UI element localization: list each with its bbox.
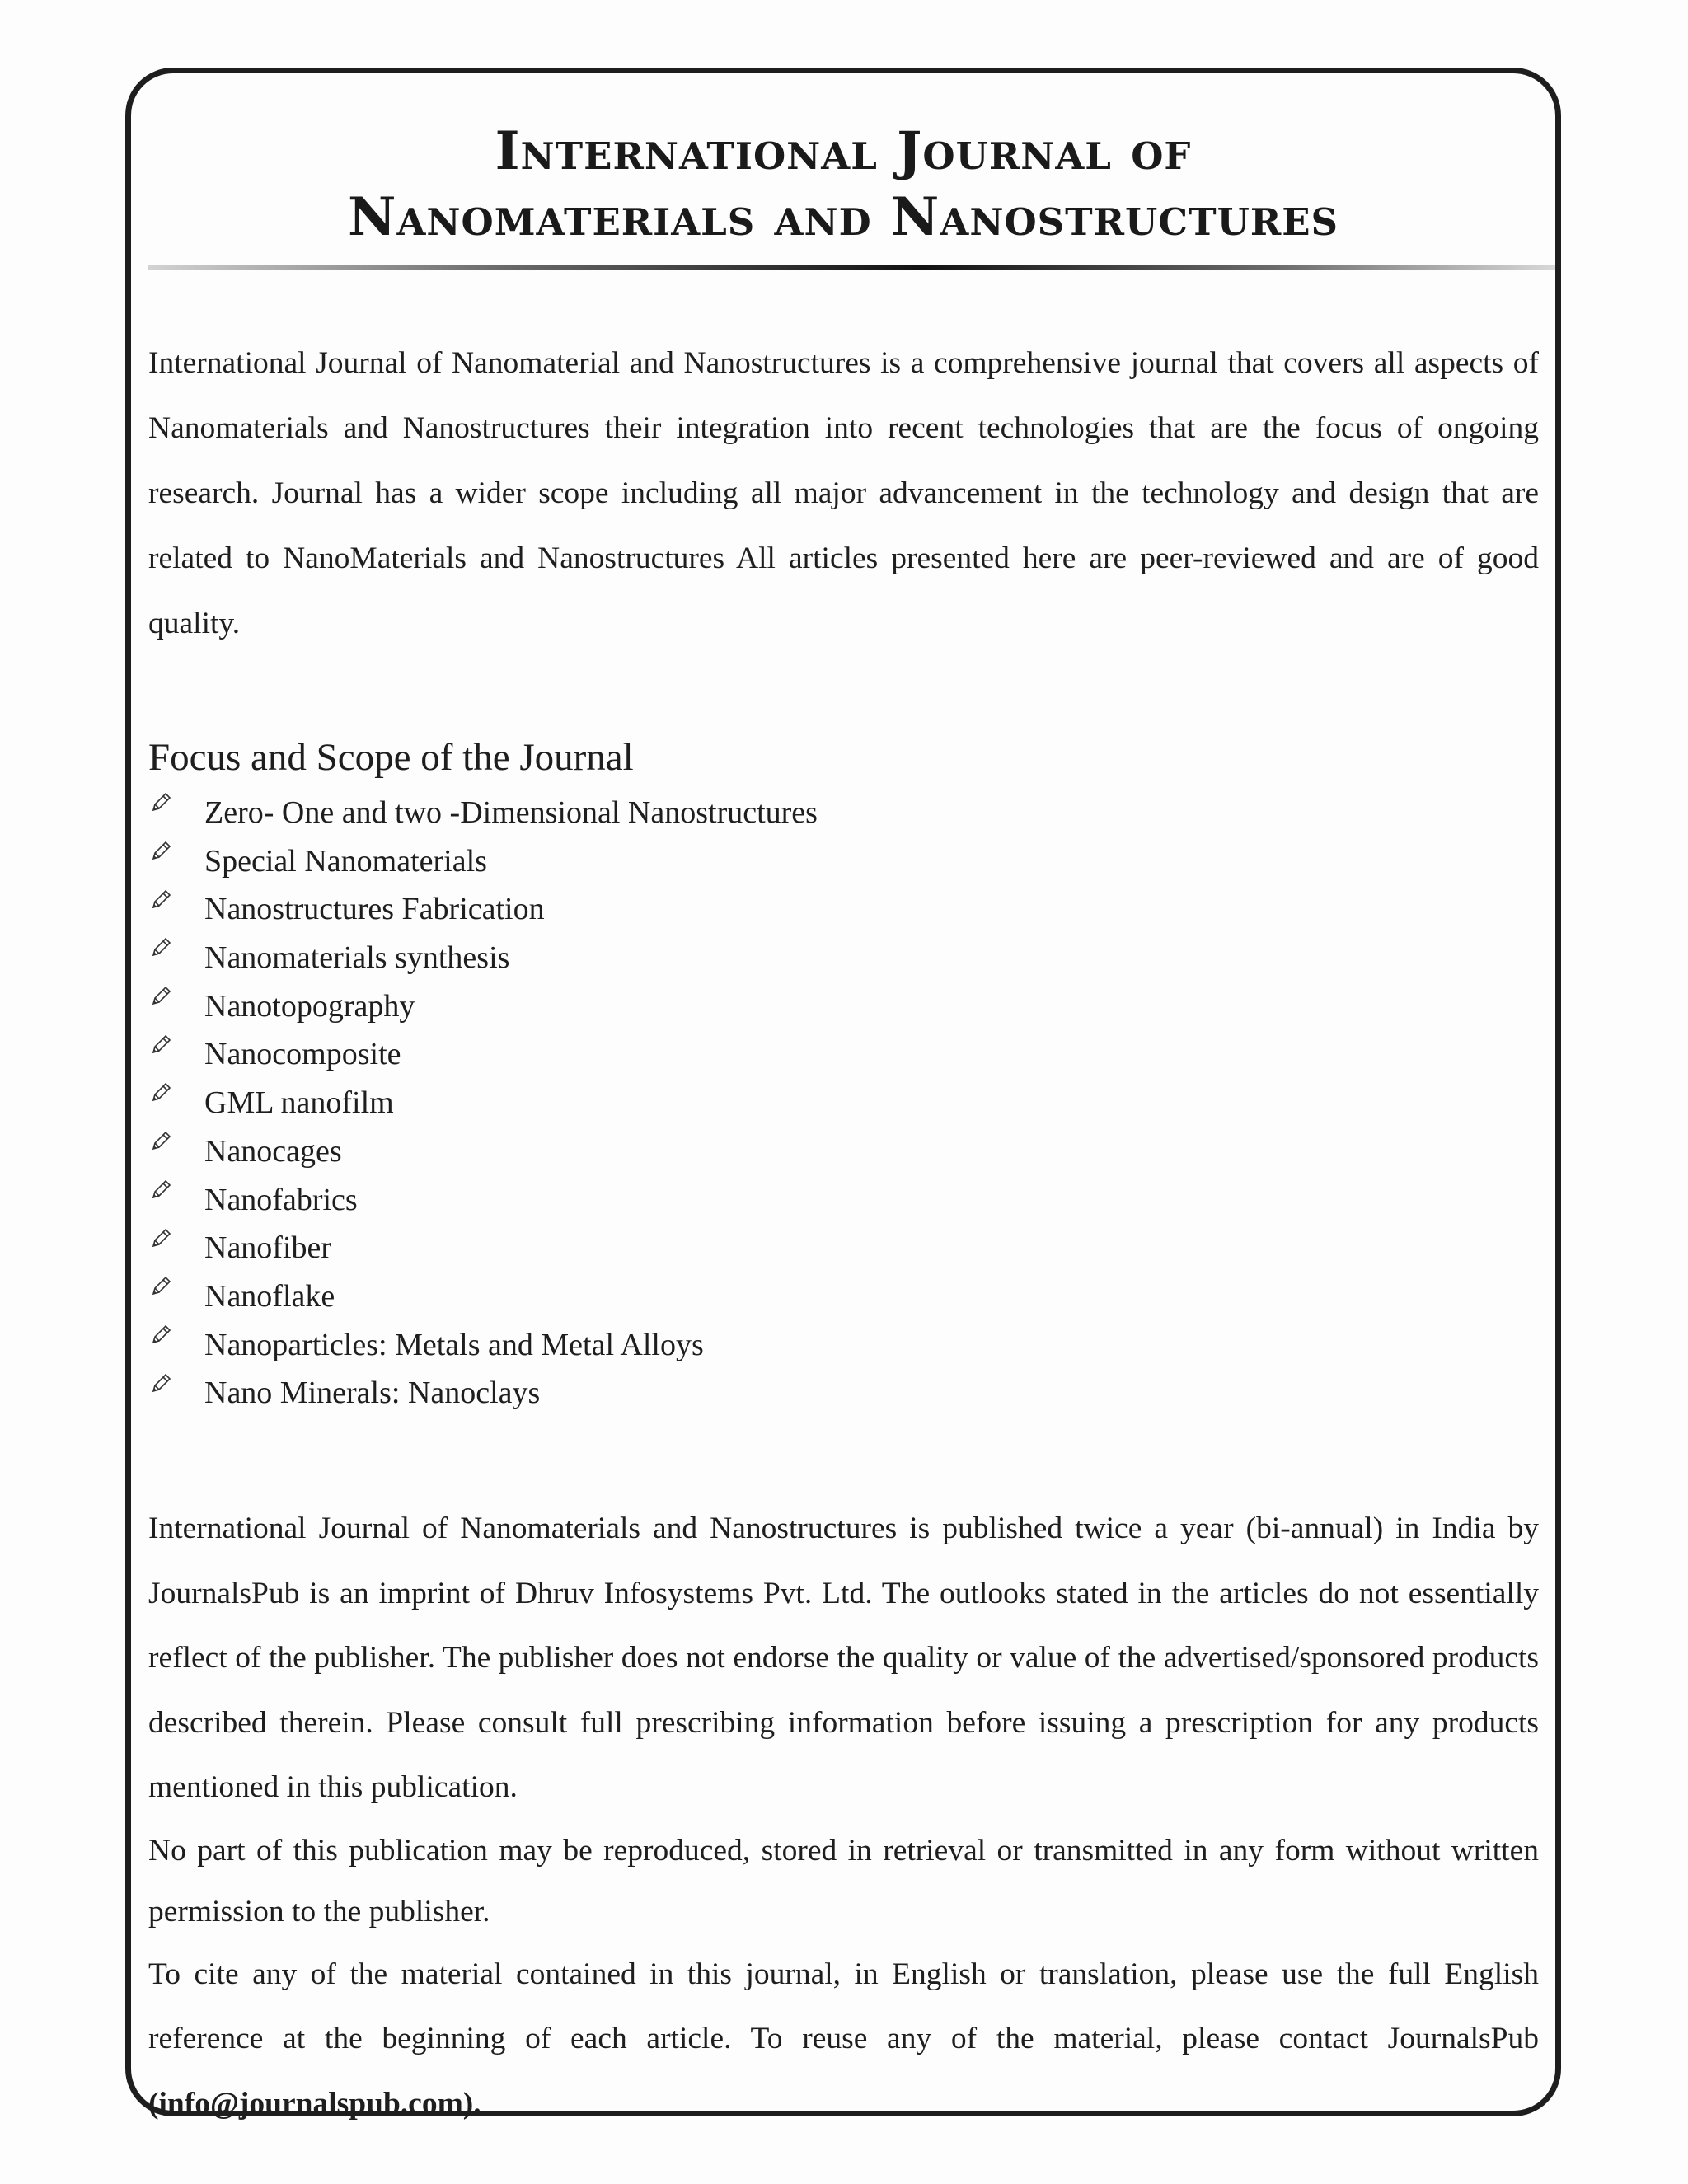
scope-item-label: Nanoparticles: Metals and Metal Alloys bbox=[204, 1327, 704, 1362]
scope-item-label: Nanofiber bbox=[204, 1230, 332, 1266]
pencil-icon bbox=[148, 789, 204, 837]
pencil-icon bbox=[148, 1079, 204, 1127]
pencil-icon bbox=[148, 1031, 204, 1079]
citation-paragraph bbox=[148, 1943, 1539, 2137]
scope-item-label: Nano Minerals: Nanoclays bbox=[204, 1376, 541, 1411]
scope-item bbox=[148, 1176, 818, 1225]
pencil-icon bbox=[148, 1370, 204, 1418]
journal-title-line1: International Journal of bbox=[495, 120, 1192, 182]
scope-item-label: Zero- One and two -Dimensional Nanostructures bbox=[204, 795, 818, 830]
pencil-icon bbox=[148, 837, 204, 885]
publication-info bbox=[148, 1497, 1539, 2136]
pencil-icon bbox=[148, 1176, 204, 1224]
scope-item-label: Nanoflake bbox=[204, 1278, 335, 1314]
pencil-icon bbox=[148, 1225, 204, 1272]
scope-item bbox=[148, 837, 818, 886]
scope-item bbox=[148, 1079, 818, 1127]
scope-item bbox=[148, 934, 818, 982]
scope-item bbox=[148, 1030, 818, 1079]
scope-item-label: GML nanofilm bbox=[204, 1085, 394, 1121]
scope-item bbox=[148, 1369, 818, 1418]
scope-item-label: Nanocomposite bbox=[204, 1037, 401, 1072]
scope-heading: Focus and Scope of the Journal bbox=[148, 736, 634, 779]
contact-email: (info@journalspub.com). bbox=[148, 2086, 481, 2121]
pencil-icon bbox=[148, 1272, 204, 1320]
pencil-icon bbox=[148, 934, 204, 982]
scope-list bbox=[148, 789, 818, 1418]
scope-item-label: Nanostructures Fabrication bbox=[204, 892, 545, 927]
publication-paragraph: International Journal of Nanomaterials and Nanostructures is published twice a year (bi-annual) in India by JournalsPub is an imprint of Dhruv Infosystems Pvt. Ltd. The outlooks stated in the articles do not essentially reflect of the publisher. The publisher does not endorse the quality or value of the advertised/sponsored products described therein. Please consult full prescribing information before issuing a prescription for any products mentioned in this publication. bbox=[148, 1511, 1539, 1804]
scope-item bbox=[148, 1224, 818, 1272]
pencil-icon bbox=[148, 982, 204, 1030]
scope-item bbox=[148, 885, 818, 934]
citation-text: To cite any of the material contained in this journal, in English or translation, please use the full English reference at the beginning of each article. To reuse any of the material, please contact JournalsPub bbox=[148, 1957, 1539, 2055]
page-frame bbox=[125, 68, 1561, 2121]
scope-item bbox=[148, 1127, 818, 1176]
scope-item-label: Nanotopography bbox=[204, 988, 415, 1024]
pencil-icon bbox=[148, 1321, 204, 1369]
pencil-icon bbox=[148, 886, 204, 934]
scope-item bbox=[148, 1272, 818, 1321]
scope-item-label: Special Nanomaterials bbox=[204, 843, 487, 879]
scope-item bbox=[148, 789, 818, 837]
title-divider bbox=[148, 265, 1555, 270]
scope-item-label: Nanomaterials synthesis bbox=[204, 940, 510, 976]
copyright-paragraph: No part of this publication may be reproduced, stored in retrieval or transmitted in any form without written permission to the publisher. bbox=[148, 1833, 1539, 1929]
journal-title-line2: Nanomaterials and Nanostructures bbox=[347, 186, 1339, 248]
scope-item bbox=[148, 982, 818, 1031]
pencil-icon bbox=[148, 1127, 204, 1175]
scope-item-label: Nanofabrics bbox=[204, 1182, 358, 1217]
scope-item bbox=[148, 1321, 818, 1370]
journal-title bbox=[131, 119, 1555, 251]
intro-paragraph: International Journal of Nanomaterial and Nanostructures is a comprehensive journal that covers all aspects of Nanomaterials and Nanostructures their integration into recent technologies that are the focus of ongoing research. Journal has a wider scope including all major advancement in the technology and design that are related to NanoMaterials and Nanostructures All articles presented here are peer-reviewed and are of good quality. bbox=[148, 346, 1539, 640]
scope-item-label: Nanocages bbox=[204, 1133, 342, 1169]
